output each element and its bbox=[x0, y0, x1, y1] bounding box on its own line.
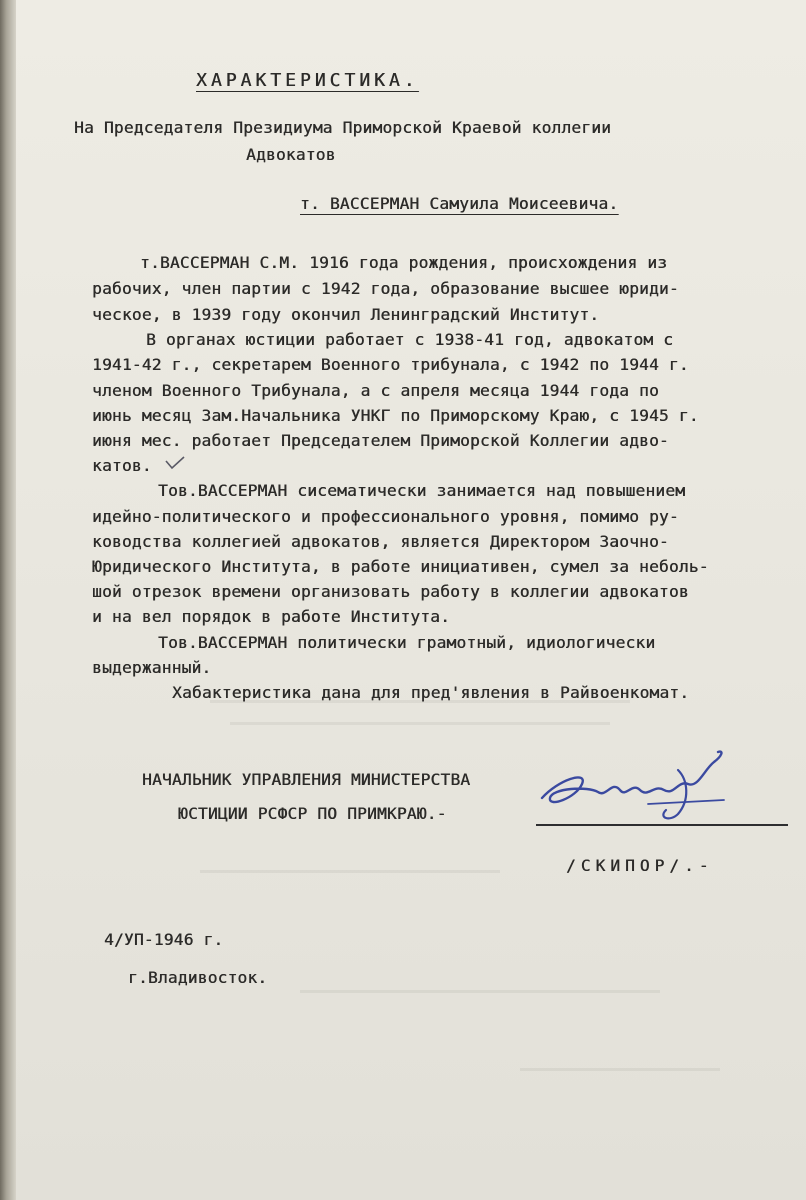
body-line: рабочих, член партии с 1942 года, образование высшее юриди- bbox=[92, 279, 679, 298]
body-line: ческое, в 1939 году окончил Ленинградский Институт. bbox=[92, 305, 600, 324]
body-line: Юридического Института, в работе инициативен, сумел за неболь- bbox=[92, 557, 709, 576]
signatory-name: /СКИПОР/.- bbox=[566, 856, 714, 875]
body-line: июнь месяц Зам.Начальника УНКГ по Приморскому Краю, с 1945 г. bbox=[92, 406, 699, 425]
recipient-line-2: Адвокатов bbox=[246, 145, 336, 164]
binding-edge bbox=[0, 0, 16, 1200]
body-line: идейно-политического и профессионального уровня, помимо ру- bbox=[92, 507, 679, 526]
signatory-title-line-2: ЮСТИЦИИ РСФСР ПО ПРИМКРАЮ.- bbox=[178, 804, 447, 823]
bleed-through-mark bbox=[230, 722, 610, 725]
body-line: и на вел порядок в работе Института. bbox=[92, 607, 451, 626]
document-title: ХАРАКТЕРИСТИКА. bbox=[196, 70, 419, 91]
body-line: 1941-42 г., секретарем Военного трибунала, с 1942 по 1944 г. bbox=[92, 355, 689, 374]
body-line: Тов.ВАССЕРМАН политически грамотный, идиологически bbox=[158, 633, 656, 652]
bleed-through-mark bbox=[300, 990, 660, 993]
body-line: Тов.ВАССЕРМАН сисематически занимается над повышением bbox=[158, 481, 686, 500]
signatory-title-line-1: НАЧАЛЬНИК УПРАВЛЕНИЯ МИНИСТЕРСТВА bbox=[142, 770, 471, 789]
recipient-line-1: На Председателя Президиума Приморской Краевой коллегии bbox=[74, 118, 612, 137]
body-line: ководства коллегией адвокатов, является Директором Заочно- bbox=[92, 532, 669, 551]
bleed-through-mark bbox=[200, 870, 500, 873]
signature-line bbox=[536, 824, 788, 826]
document-date: 4/УП-1946 г. bbox=[104, 930, 224, 949]
body-line: июня мес. работает Председателем Приморской Коллегии адво- bbox=[92, 431, 669, 450]
body-line: В органах юстиции работает с 1938-41 год, адвокатом с bbox=[146, 330, 674, 349]
body-line: членом Военного Трибунала, а с апреля месяца 1944 года по bbox=[92, 381, 659, 400]
document-place: г.Владивосток. bbox=[128, 968, 268, 987]
body-line: Хабактеристика дана для пред'явления в Райвоенкомат. bbox=[172, 683, 690, 702]
handwritten-signature bbox=[528, 740, 748, 850]
bleed-through-mark bbox=[520, 1068, 720, 1071]
body-line: катов. bbox=[92, 456, 152, 475]
check-mark-icon bbox=[164, 455, 186, 471]
subject-name: т. ВАССЕРМАН Самуила Моисеевича. bbox=[300, 194, 619, 213]
body-line: шой отрезок времени организовать работу в коллегии адвокатов bbox=[92, 582, 689, 601]
body-line: т.ВАССЕРМАН С.М. 1916 года рождения, происхождения из bbox=[140, 253, 668, 272]
body-line: выдержанный. bbox=[92, 658, 212, 677]
